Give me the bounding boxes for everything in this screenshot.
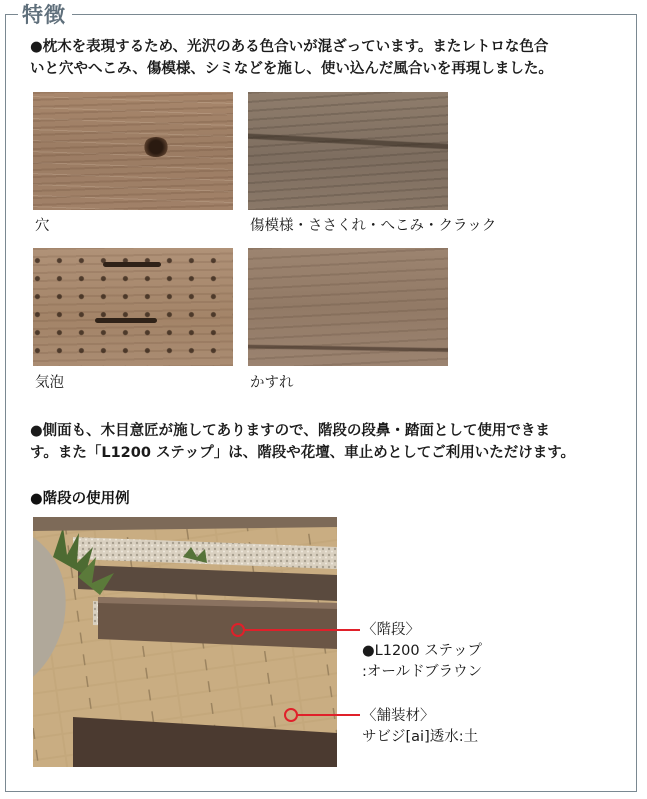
caption-faded: かすれ	[250, 375, 294, 391]
caption-hole: 穴	[35, 218, 50, 234]
side-note-line-2: す。また「L1200 ステップ」は、階段や花壇、車止めとしてご利用いただけます。	[30, 445, 576, 461]
paving-callout	[362, 706, 478, 748]
intro-line-2: いと穴やへこみ、傷模様、シミなどを施し、使い込んだ風合いを再現しました。	[30, 61, 553, 77]
side-note-line-1: ●側面も、木目意匠が施してありますので、階段の段鼻・踏面として使用できま	[30, 423, 550, 439]
stair-callout-color: :オールドブラウン	[362, 664, 483, 680]
paving-marker	[285, 709, 297, 721]
caption-bubble: 気泡	[35, 375, 64, 391]
paving-callout-product: サビジ[ai]透水:土	[362, 729, 479, 745]
section-title: 特徴	[18, 2, 72, 28]
stair-callout-product: ●L1200 ステップ	[362, 643, 482, 659]
usage-heading: ●階段の使用例	[30, 491, 130, 507]
caption-scratch: 傷模様・ささくれ・へこみ・クラック	[250, 218, 497, 234]
paving-callout-label: 〈舗装材〉	[362, 708, 435, 724]
stair-callout-label: 〈階段〉	[362, 622, 420, 638]
stair-marker	[232, 624, 244, 636]
stair-callout	[362, 620, 482, 683]
intro-line-1: ●枕木を表現するため、光沢のある色合いが混ざっています。またレトロな色合	[30, 39, 549, 55]
